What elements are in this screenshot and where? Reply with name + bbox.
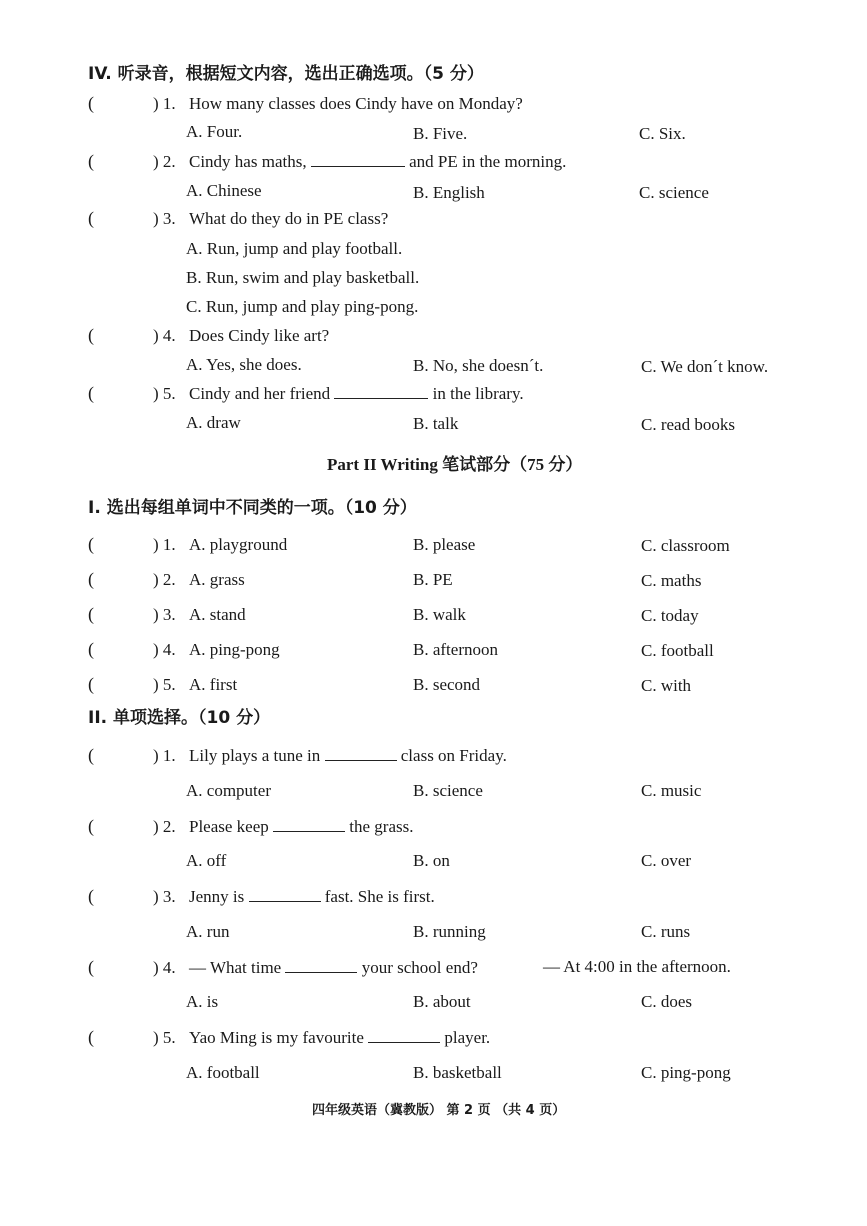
option-b: B. second [413,675,481,694]
option-c: C. with [641,676,692,695]
stem-before: Cindy and her friend [189,384,331,403]
answer-paren[interactable]: ( [88,745,94,765]
answer-paren[interactable]: ( [88,674,94,694]
option-a: A. Run, jump and play football. [186,239,403,258]
option-c: C. football [641,641,714,660]
question-number: ) 1. [153,535,176,554]
option-b: B. running [413,922,486,941]
stem-after: the grass. [349,817,414,836]
option-a: A. football [186,1063,260,1082]
option-b: B. about [413,992,471,1011]
question-stem [189,151,566,173]
fill-blank[interactable] [334,384,428,399]
answer-paren[interactable]: ( [88,325,94,345]
question-number: ) 5. [153,1028,176,1047]
question-number: ) 5. [153,675,176,694]
section-i-heading: I. 选出每组单词中不同类的一项。（10 分） [88,498,417,518]
stem-after: class on Friday. [400,746,507,765]
fill-blank[interactable] [311,152,405,167]
question-number: ) 4. [153,326,176,345]
answer-paren[interactable]: ( [88,886,94,906]
option-c: C. music [641,781,702,800]
question-number: ) 1. [153,746,176,765]
question-number: ) 1. [153,94,176,113]
question-stem: How many classes does Cindy have on Monday? [189,94,523,113]
stem-after: and PE in the morning. [409,152,567,171]
answer-paren[interactable]: ( [88,208,94,228]
question-number: ) 5. [153,384,176,403]
answer-paren[interactable]: ( [88,604,94,624]
option-a: A. playground [189,535,288,554]
stem-before: Jenny is [189,887,245,906]
option-a: A. off [186,851,227,870]
option-a: A. run [186,922,230,941]
stem-before: Yao Ming is my favourite [189,1028,364,1047]
option-b: B. No, she doesn´t. [413,356,544,375]
option-c: C. We don´t know. [641,357,769,376]
answer-paren[interactable]: ( [88,1027,94,1047]
question-number: ) 3. [153,605,176,624]
option-c: C. science [639,183,709,202]
option-c: C. does [641,992,692,1011]
option-c: C. ping-pong [641,1063,731,1082]
question-stem: What do they do in PE class? [189,209,389,228]
stem-after: your school end? [361,958,478,977]
option-a: A. is [186,992,219,1011]
option-b: B. on [413,851,450,870]
option-b: B. afternoon [413,640,498,659]
option-a: A. Yes, she does. [186,355,302,374]
option-b: B. walk [413,605,466,624]
answer-paren[interactable]: ( [88,639,94,659]
option-b: B. Five. [413,124,468,143]
section-iv-heading: IV. 听录音，根据短文内容，选出正确选项。（5 分） [88,64,484,84]
option-b: B. Run, swim and play basketball. [186,268,420,287]
question-stem: Does Cindy like art? [189,326,330,345]
question-stem [189,383,524,405]
option-b: B. basketball [413,1063,502,1082]
question-number: ) 3. [153,209,176,228]
option-a: A. draw [186,413,241,432]
option-a: A. first [189,675,238,694]
answer-paren[interactable]: ( [88,151,94,171]
option-c: C. Six. [639,124,686,143]
stem-after: player. [444,1028,491,1047]
option-b: B. please [413,535,476,554]
option-a: A. stand [189,605,246,624]
stem-before: Please keep [189,817,269,836]
option-c: C. Run, jump and play ping-pong. [186,297,419,316]
fill-blank[interactable] [368,1028,440,1043]
option-c: C. over [641,851,692,870]
answer-paren[interactable]: ( [88,534,94,554]
option-a: A. Four. [186,122,243,141]
answer-paren[interactable]: ( [88,383,94,403]
fill-blank[interactable] [285,958,357,973]
option-c: C. read books [641,415,735,434]
question-stem [189,816,414,838]
option-c: C. runs [641,922,691,941]
dialogue-answer: — At 4:00 in the afternoon. [543,957,731,976]
stem-after: in the library. [432,384,524,403]
question-number: ) 2. [153,152,176,171]
answer-paren[interactable]: ( [88,93,94,113]
question-stem [189,745,507,767]
option-b: B. talk [413,414,459,433]
fill-blank[interactable] [273,817,345,832]
stem-after: fast. She is first. [324,887,435,906]
option-a: A. computer [186,781,271,800]
answer-paren[interactable]: ( [88,569,94,589]
option-a: A. Chinese [186,181,262,200]
option-a: A. grass [189,570,245,589]
section-ii-heading: II. 单项选择。（10 分） [88,708,271,728]
question-number: ) 2. [153,570,176,589]
stem-before: Lily plays a tune in [189,746,321,765]
question-number: ) 4. [153,958,176,977]
fill-blank[interactable] [249,887,321,902]
question-number: ) 3. [153,887,176,906]
option-a: A. ping-pong [189,640,280,659]
question-number: ) 2. [153,817,176,836]
option-c: C. today [641,606,699,625]
question-number: ) 4. [153,640,176,659]
option-c: C. maths [641,571,702,590]
stem-before: — What time [189,958,282,977]
question-stem [189,1027,490,1049]
option-c: C. classroom [641,536,730,555]
page-footer: 四年级英语（冀教版） 第 2 页 （共 4 页） [312,1103,566,1118]
answer-paren[interactable]: ( [88,957,94,977]
fill-blank[interactable] [325,746,397,761]
stem-before: Cindy has maths, [189,152,307,171]
question-stem [189,957,478,979]
option-b: B. science [413,781,483,800]
question-stem [189,886,435,908]
option-b: B. PE [413,570,453,589]
option-b: B. English [413,183,485,202]
part-ii-title: Part II Writing 笔试部分（75 分） [327,455,583,474]
answer-paren[interactable]: ( [88,816,94,836]
